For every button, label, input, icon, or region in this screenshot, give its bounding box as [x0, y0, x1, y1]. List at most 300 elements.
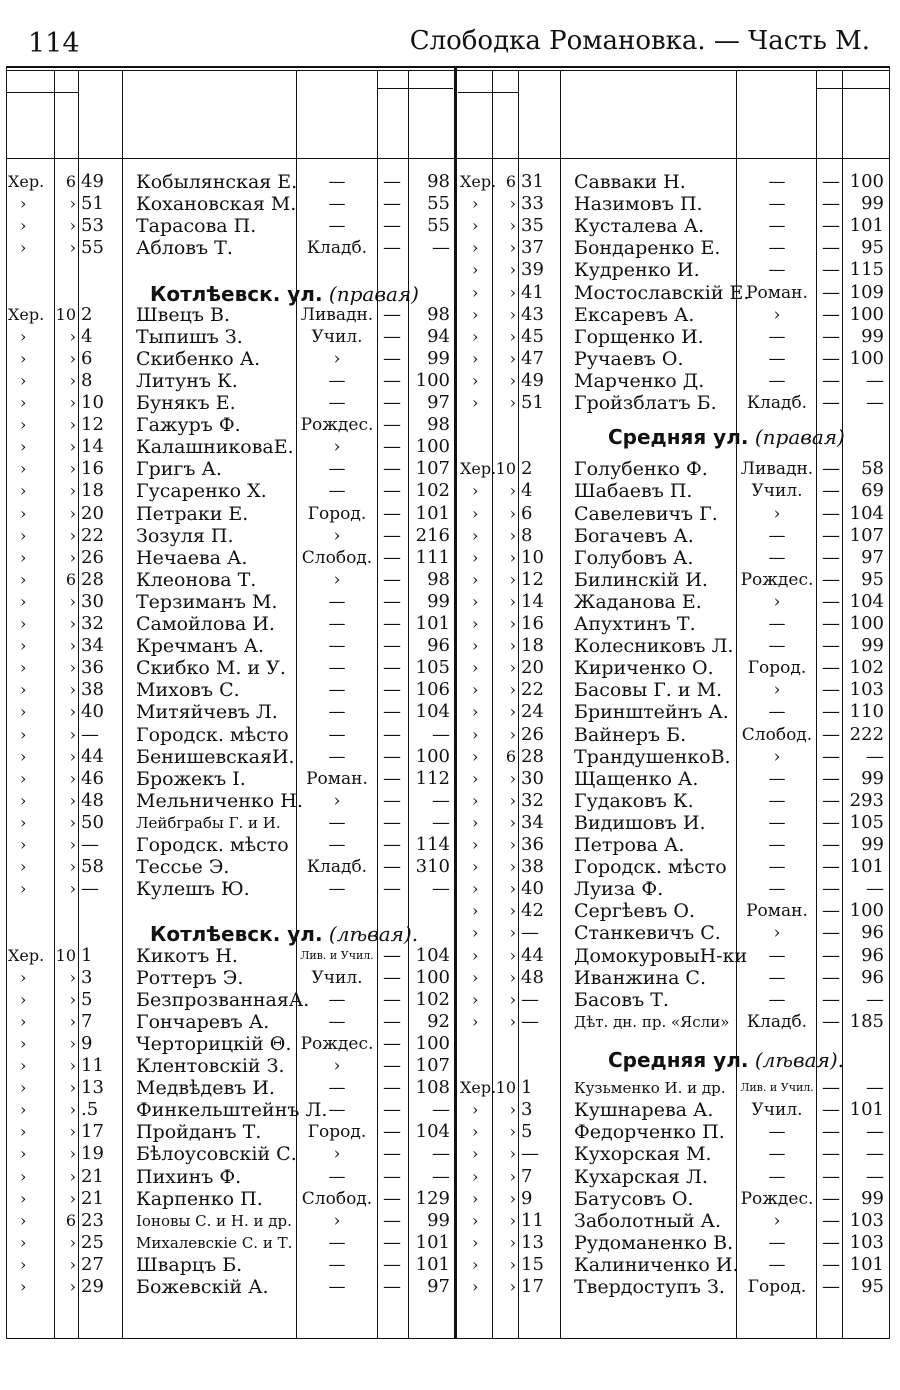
square-sazhens: 99: [861, 325, 884, 347]
owner-name: Савваки Н.: [574, 171, 686, 193]
magistrate-district: ›: [509, 835, 516, 854]
corner: —: [328, 1011, 346, 1032]
corner: Роман.: [746, 282, 808, 303]
square-sazhens: 109: [849, 281, 884, 303]
magistrate-district: 10: [55, 945, 76, 965]
owner-name: Заболотный А.: [574, 1209, 721, 1232]
owner-name: Федорченко П.: [574, 1121, 725, 1144]
owner-name: Бѣлоусовскій С.: [136, 1143, 297, 1166]
desyatiny: —: [822, 369, 840, 391]
house-number: —: [81, 878, 99, 900]
corner: —: [768, 1254, 786, 1275]
magistrate-district: ›: [69, 370, 76, 390]
magistrate-district: ›: [69, 857, 76, 877]
corner: ›: [333, 1210, 341, 1231]
square-sazhens: 92: [427, 1010, 450, 1032]
street-side: (лѣвая).: [328, 922, 419, 947]
column-rule: [560, 70, 561, 1338]
square-sazhens: 55: [427, 215, 450, 237]
house-number: 5: [521, 1121, 533, 1143]
house-number: 19: [81, 1143, 104, 1165]
magistrate-district: 6: [65, 569, 76, 589]
desyatiny: —: [822, 613, 840, 634]
house-number: 44: [81, 745, 104, 767]
police-district: ›: [472, 370, 479, 390]
square-sazhens: 102: [849, 657, 884, 679]
square-sazhens: 102: [415, 480, 450, 502]
police-district: ›: [20, 1232, 27, 1252]
magistrate-district: ›: [509, 503, 516, 523]
square-sazhens: 100: [849, 303, 884, 325]
desyatiny: —: [383, 635, 401, 657]
magistrate-district: ›: [69, 1122, 76, 1142]
house-number: .5: [81, 1099, 99, 1121]
house-number: 31: [521, 171, 544, 192]
owner-name: Богачевъ А.: [574, 524, 694, 547]
owner-name: Кобылянская Е.: [136, 171, 298, 193]
owner-name: Вайнеръ Б.: [574, 723, 687, 746]
corner: —: [768, 194, 786, 215]
house-number: 13: [81, 1077, 104, 1099]
owner-name: Шабаевъ П.: [574, 480, 693, 503]
house-number: 4: [521, 480, 533, 502]
magistrate-district: ›: [509, 1166, 516, 1186]
police-district: ›: [472, 503, 479, 523]
corner: —: [328, 370, 346, 391]
police-district: ›: [472, 1011, 479, 1031]
owner-name: Петрова А.: [574, 834, 685, 856]
desyatiny: —: [383, 171, 401, 192]
desyatiny: —: [822, 546, 840, 568]
magistrate-district: ›: [69, 1188, 76, 1208]
header-kvs: [860, 92, 872, 156]
corner: Город.: [307, 503, 367, 524]
house-number: 9: [81, 1032, 93, 1054]
square-sazhens: 100: [849, 900, 884, 922]
magistrate-district: ›: [509, 879, 516, 899]
center-divider: [454, 66, 457, 1338]
corner: Город.: [747, 1277, 807, 1297]
corner: —: [328, 879, 346, 900]
magistrate-district: ›: [69, 835, 76, 854]
magistrate-district: ›: [509, 989, 516, 1009]
corner: Город.: [747, 658, 807, 679]
owner-name: Луиза Ф.: [574, 878, 664, 901]
header-kvs: [425, 92, 437, 156]
corner: —: [768, 989, 786, 1010]
police-district: ›: [20, 216, 27, 236]
owner-name: Тессье Э.: [136, 856, 230, 879]
owner-name: Шварцъ Б.: [136, 1253, 243, 1276]
house-number: 14: [81, 436, 104, 458]
house-number: 55: [81, 237, 104, 259]
house-number: 51: [81, 193, 104, 215]
desyatiny: —: [822, 1099, 840, 1121]
square-sazhens: —: [432, 789, 450, 811]
desyatiny: —: [383, 723, 401, 745]
magistrate-district: ›: [509, 923, 516, 943]
square-sazhens: 110: [849, 701, 884, 723]
magistrate-district: 10: [495, 459, 516, 479]
corner: —: [768, 857, 786, 878]
square-sazhens: —: [866, 988, 884, 1010]
owner-name: Пройданъ Т.: [136, 1121, 262, 1144]
owner-name: Гончаревъ А.: [136, 1010, 270, 1033]
house-number: 30: [81, 590, 104, 612]
owner-name: Ручаевъ О.: [574, 347, 684, 370]
corner: —: [328, 835, 346, 855]
square-sazhens: 101: [415, 613, 450, 634]
house-number: 32: [81, 613, 104, 634]
magistrate-district: ›: [69, 967, 76, 987]
corner: Учил.: [751, 1100, 803, 1121]
owner-name: Ексаревъ А.: [574, 303, 695, 326]
police-district: ›: [472, 901, 479, 921]
corner: —: [328, 481, 346, 502]
table-top-rule-inner: [6, 70, 890, 71]
desyatiny: —: [822, 834, 840, 855]
corner: —: [768, 238, 786, 259]
owner-name: Іоновы С. и Н. и др.: [136, 1211, 292, 1230]
police-district: ›: [20, 812, 27, 832]
owner-name: БенишевскаяИ.: [136, 745, 295, 768]
square-sazhens: —: [432, 723, 450, 745]
magistrate-district: ›: [69, 1011, 76, 1031]
desyatiny: —: [822, 237, 840, 259]
corner: —: [768, 835, 786, 855]
police-district: ›: [472, 746, 479, 766]
house-number: 58: [81, 856, 104, 878]
police-district: ›: [472, 790, 479, 810]
magistrate-district: ›: [69, 1033, 76, 1053]
desyatiny: —: [383, 1276, 401, 1297]
square-sazhens: 310: [415, 856, 450, 878]
house-number: 23: [81, 1209, 104, 1231]
square-sazhens: 100: [415, 1032, 450, 1054]
house-number: 11: [81, 1055, 104, 1076]
house-number: 40: [81, 701, 104, 723]
owner-name: Швецъ В.: [136, 303, 230, 326]
house-number: 28: [81, 568, 104, 590]
house-number: 51: [521, 392, 544, 413]
desyatiny: —: [383, 811, 401, 833]
desyatiny: —: [383, 458, 401, 480]
magistrate-district: ›: [509, 1122, 516, 1142]
police-district: ›: [472, 989, 479, 1009]
desyatiny: —: [383, 1055, 401, 1076]
magistrate-district: 6: [65, 172, 76, 191]
police-district: ›: [20, 1166, 27, 1186]
square-sazhens: —: [866, 1121, 884, 1143]
header-mirov: [60, 94, 72, 156]
square-sazhens: 94: [427, 325, 450, 347]
house-number: 3: [521, 1099, 533, 1121]
owner-name: Кудренко И.: [574, 259, 700, 282]
desyatiny: —: [383, 1143, 401, 1165]
house-number: 29: [81, 1276, 104, 1297]
square-sazhens: 100: [849, 613, 884, 634]
owner-name: Лейбграбы Г. и И.: [136, 813, 281, 832]
street-name: Средняя ул.: [608, 425, 749, 450]
table-right-rule: [889, 66, 890, 1338]
owner-name: Кусталева А.: [574, 215, 705, 238]
square-sazhens: 95: [861, 237, 884, 259]
police-district: ›: [472, 1166, 479, 1186]
desyatiny: —: [383, 325, 401, 347]
desyatiny: —: [822, 657, 840, 679]
house-number: 28: [521, 745, 544, 767]
corner: —: [328, 1078, 346, 1099]
desyatiny: —: [383, 546, 401, 568]
police-district: ›: [472, 614, 479, 633]
corner: ›: [773, 503, 781, 524]
police-district: ›: [20, 503, 27, 523]
police-district: ›: [472, 1232, 479, 1252]
desyatiny: —: [383, 767, 401, 789]
square-sazhens: 114: [415, 834, 450, 855]
square-sazhens: 98: [427, 303, 450, 325]
street-heading: [150, 922, 418, 946]
square-sazhens: —: [432, 1099, 450, 1121]
square-sazhens: 99: [861, 1187, 884, 1209]
owner-name: Скибенко А.: [136, 347, 261, 370]
square-sazhens: 95: [861, 1276, 884, 1297]
owner-name: Гудаковъ К.: [574, 789, 694, 812]
desyatiny: —: [822, 1209, 840, 1231]
corner: —: [328, 702, 346, 723]
square-sazhens: 104: [415, 701, 450, 723]
magistrate-district: ›: [509, 547, 516, 567]
house-number: 4: [81, 325, 93, 347]
street-name: Котлѣевск. ул.: [150, 922, 323, 947]
owner-name: Абловъ Т.: [136, 237, 233, 260]
corner: —: [328, 636, 346, 657]
corner: —: [328, 724, 346, 745]
desyatiny: —: [822, 988, 840, 1010]
square-sazhens: 107: [415, 458, 450, 480]
police-district: ›: [472, 326, 479, 346]
corner: —: [328, 1166, 346, 1187]
magistrate-district: ›: [509, 194, 516, 214]
desyatiny: —: [383, 392, 401, 413]
desyatiny: —: [822, 480, 840, 502]
magistrate-district: ›: [509, 857, 516, 877]
street-side: (правая): [754, 425, 845, 450]
corner: —: [328, 1232, 346, 1253]
house-number: 32: [521, 789, 544, 811]
house-number: 45: [521, 325, 544, 347]
police-district: ›: [472, 658, 479, 678]
house-number: 17: [81, 1121, 104, 1143]
desyatiny: —: [383, 215, 401, 237]
owner-name: Станкевичъ С.: [574, 922, 721, 945]
magistrate-district: ›: [69, 1277, 76, 1296]
magistrate-district: ›: [509, 238, 516, 258]
house-number: 42: [521, 900, 544, 922]
corner: ›: [773, 680, 781, 701]
owner-name: Басовы Г. и М.: [574, 679, 723, 702]
police-district: ›: [472, 702, 479, 722]
magistrate-district: ›: [509, 1011, 516, 1031]
house-number: 6: [521, 502, 533, 524]
square-sazhens: 102: [415, 988, 450, 1010]
corner: —: [768, 216, 786, 237]
corner: ›: [333, 348, 341, 369]
desyatiny: —: [822, 524, 840, 546]
desyatiny: —: [383, 303, 401, 325]
desyatiny: —: [383, 590, 401, 612]
owner-name: Городск. мѣсто: [136, 834, 289, 856]
corner: Город.: [307, 1122, 367, 1143]
owner-name: Терзиманъ М.: [136, 590, 278, 613]
magistrate-district: ›: [509, 525, 516, 545]
desyatiny: —: [822, 259, 840, 281]
police-district: ›: [20, 437, 27, 457]
police-district: ›: [472, 835, 479, 854]
magistrate-district: ›: [69, 591, 76, 611]
corner: ›: [333, 790, 341, 811]
police-district: ›: [472, 547, 479, 567]
house-number: 53: [81, 215, 104, 237]
corner: —: [328, 591, 346, 612]
corner: Рождес.: [740, 569, 814, 590]
square-sazhens: 222: [849, 723, 884, 745]
owner-name: Гажуръ Ф.: [136, 414, 241, 437]
police-district: ›: [472, 569, 479, 589]
column-rule: [122, 70, 123, 1338]
house-number: —: [521, 988, 539, 1010]
magistrate-district: ›: [69, 746, 76, 766]
square-sazhens: 108: [415, 1077, 450, 1099]
magistrate-district: ›: [69, 503, 76, 523]
police-district: ›: [472, 923, 479, 943]
house-number: 34: [81, 635, 104, 657]
magistrate-district: ›: [69, 393, 76, 412]
house-number: 36: [521, 834, 544, 855]
magistrate-district: ›: [509, 680, 516, 700]
corner: —: [328, 216, 346, 237]
house-number: 21: [81, 1165, 104, 1187]
square-sazhens: —: [866, 392, 884, 413]
magistrate-district: ›: [69, 326, 76, 346]
magistrate-district: ›: [509, 1254, 516, 1274]
square-sazhens: 112: [415, 767, 450, 789]
police-district: ›: [20, 547, 27, 567]
desyatiny: —: [383, 237, 401, 259]
magistrate-district: ›: [509, 282, 516, 302]
owner-name: Митяйчевъ Л.: [136, 701, 278, 724]
desyatiny: —: [383, 1077, 401, 1099]
house-number: 12: [521, 568, 544, 590]
owner-name: Гройзблатъ Б.: [574, 392, 717, 414]
desyatiny: —: [822, 1276, 840, 1297]
house-number: 10: [521, 546, 544, 568]
corner: Учил.: [751, 481, 803, 502]
house-number: 33: [521, 193, 544, 215]
police-district: ›: [20, 989, 27, 1009]
corner: —: [768, 1122, 786, 1143]
corner: Роман.: [746, 901, 808, 922]
corner: —: [768, 370, 786, 391]
square-sazhens: 99: [861, 193, 884, 215]
police-district: ›: [472, 393, 479, 412]
police-district: ›: [20, 1122, 27, 1142]
police-district: ›: [20, 326, 27, 346]
police-district: ›: [20, 1056, 27, 1075]
square-sazhens: —: [432, 811, 450, 833]
owner-name: Колесниковъ Л.: [574, 635, 734, 658]
street-name: Котлѣевск. ул.: [150, 281, 323, 306]
square-sazhens: 185: [849, 1010, 884, 1032]
house-number: —: [521, 1010, 539, 1032]
desyatiny: —: [822, 325, 840, 347]
owner-name: ТрандушенкоВ.: [574, 745, 731, 768]
house-number: 40: [521, 878, 544, 900]
owner-name: КалашниковаЕ.: [136, 436, 294, 459]
house-number: —: [521, 922, 539, 944]
square-sazhens: 115: [849, 259, 884, 281]
owner-name: Божевскій А.: [136, 1276, 269, 1298]
house-number: 11: [521, 1209, 544, 1231]
police-district: ›: [20, 724, 27, 744]
magistrate-district: ›: [509, 393, 516, 412]
square-sazhens: —: [866, 1077, 884, 1099]
police-district: ›: [20, 702, 27, 722]
corner: Кладб.: [306, 857, 368, 878]
magistrate-district: ›: [509, 591, 516, 611]
square-sazhens: 69: [861, 480, 884, 502]
square-sazhens: 100: [415, 745, 450, 767]
table-left-rule: [6, 66, 7, 1338]
police-district: ›: [20, 415, 27, 435]
desyatiny: —: [822, 193, 840, 215]
header-dom-number: [94, 74, 106, 156]
magistrate-district: ›: [69, 1078, 76, 1098]
owner-name: Клеонова Т.: [136, 568, 257, 591]
owner-name: Самойлова И.: [136, 613, 275, 635]
desyatiny: —: [822, 568, 840, 590]
street-heading: [608, 425, 845, 449]
corner: —: [768, 1166, 786, 1187]
corner: ›: [773, 746, 781, 767]
house-number: —: [81, 834, 99, 855]
police-district: ›: [20, 857, 27, 877]
desyatiny: —: [383, 436, 401, 458]
corner: —: [328, 1277, 346, 1297]
square-sazhens: —: [432, 237, 450, 259]
magistrate-district: ›: [509, 1232, 516, 1252]
square-sazhens: 101: [849, 1099, 884, 1121]
desyatiny: —: [822, 856, 840, 878]
desyatiny: —: [822, 1231, 840, 1253]
house-number: 35: [521, 215, 544, 237]
house-number: 25: [81, 1231, 104, 1253]
square-sazhens: 96: [861, 922, 884, 944]
police-district: ›: [20, 1011, 27, 1031]
header-dom-number: [533, 74, 545, 156]
owner-name: Щащенко А.: [574, 767, 699, 790]
magistrate-district: ›: [69, 1254, 76, 1274]
desyatiny: —: [383, 1099, 401, 1121]
owner-name: Басовъ Т.: [574, 988, 669, 1011]
square-sazhens: 101: [849, 1253, 884, 1275]
police-district: ›: [472, 481, 479, 501]
square-sazhens: 101: [849, 215, 884, 237]
header-polic: [24, 94, 36, 156]
corner: Рождес.: [300, 415, 374, 436]
square-sazhens: 100: [415, 369, 450, 391]
owner-name: Голубенко Ф.: [574, 458, 708, 481]
